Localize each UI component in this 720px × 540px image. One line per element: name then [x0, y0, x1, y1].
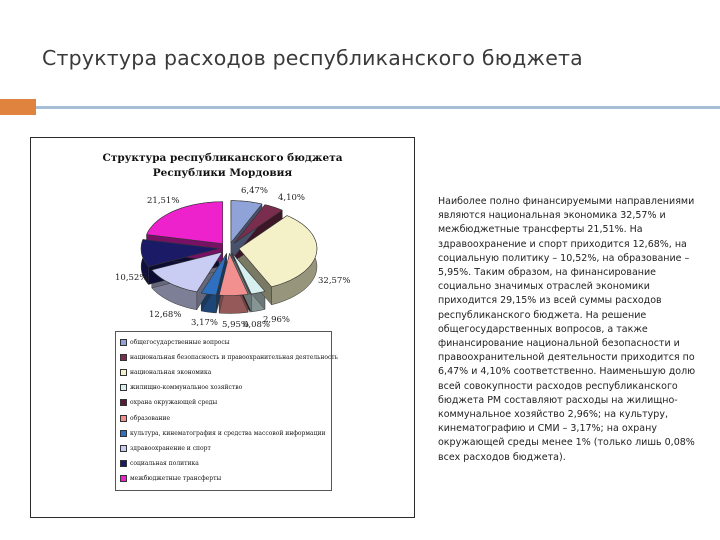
- data-label-transfers: 10,52%: [115, 273, 148, 283]
- data-label-health: 12,68%: [149, 310, 182, 320]
- chart-title-line-2: Республики Мордовия: [152, 167, 293, 179]
- legend-swatch: [120, 415, 127, 422]
- legend-label: культура, кинематография и средства массовой информации: [130, 429, 326, 437]
- legend-label: жилищно-коммунальное хозяйство: [130, 384, 243, 392]
- legend-item: [120, 397, 217, 409]
- legend-label: национальная безопасность и правоохранительная деятельность: [130, 353, 338, 361]
- legend-label: межбюджетные трансферты: [130, 475, 222, 483]
- data-label-economy: 32,57%: [318, 276, 351, 286]
- data-label-security: 4,10%: [278, 193, 306, 203]
- legend-swatch: [120, 384, 127, 391]
- legend-swatch: [120, 445, 127, 452]
- legend-item: [120, 442, 211, 454]
- legend-item: [120, 473, 221, 485]
- legend-swatch: [120, 460, 127, 467]
- legend-item: [120, 427, 325, 439]
- title-underline: [36, 106, 720, 109]
- legend-item: [120, 458, 199, 470]
- legend-label: общегосударственные вопросы: [130, 338, 230, 346]
- legend-swatch: [120, 430, 127, 437]
- slide-title: Структура расходов республиканского бюджета: [42, 46, 583, 70]
- legend-swatch: [120, 399, 127, 406]
- legend-item: [120, 366, 211, 378]
- data-label-housing: 2,96%: [263, 315, 291, 325]
- legend-label: здравоохранение и спорт: [130, 444, 211, 452]
- legend-label: охрана окружающей среды: [130, 399, 218, 407]
- data-label-environment: 0,08%: [243, 320, 271, 330]
- legend-label: национальная экономика: [130, 368, 212, 376]
- legend-swatch: [120, 475, 127, 482]
- legend-item: [120, 351, 338, 363]
- data-label-education: 5,95%: [222, 320, 250, 330]
- data-label-general: 6,47%: [241, 186, 269, 196]
- legend-swatch: [120, 339, 127, 346]
- title-accent-bar: [0, 99, 36, 115]
- chart-frame: [30, 137, 415, 518]
- legend-item: [120, 336, 230, 348]
- data-label-culture: 3,17%: [191, 318, 219, 328]
- legend-item: [120, 382, 242, 394]
- legend-swatch: [120, 354, 127, 361]
- chart-legend: [115, 331, 338, 491]
- legend-swatch: [120, 369, 127, 376]
- chart-title-line-1: Структура республиканского бюджета: [102, 152, 343, 164]
- legend-label: образование: [130, 414, 171, 422]
- legend-label: социальная политика: [130, 460, 199, 468]
- description-text: Наиболее полно финансируемыми направлениями являются национальная экономика 32,57% и межбюджетные трансферты 21,51%. На здравоохранение и спорт приходится 12,68%, на социальную политику – 10,52%, на образование – 5,95%. Таким образом, на финансирование социально значимых отраслей экономики приходится 29,15% из всей суммы расходов республиканского бюджета. На решение общегосударственных вопросов, а также финансирование национальной безопасности и правоохранительной деятельности приходится по 6,47% и 4,10% соответственно. Наименьшую долю всей совокупности расходов республиканского бюджета РМ составляют расходы на жилищно-коммунальное хозяйство 2,96%; на культуру, кинематографию и СМИ – 3,17%; на охрану окружающей среды менее 1% (только лишь 0,08% всех расходов бюджета).: [438, 196, 696, 463]
- legend-item: [120, 412, 170, 424]
- data-label-social: 21,51%: [147, 196, 180, 206]
